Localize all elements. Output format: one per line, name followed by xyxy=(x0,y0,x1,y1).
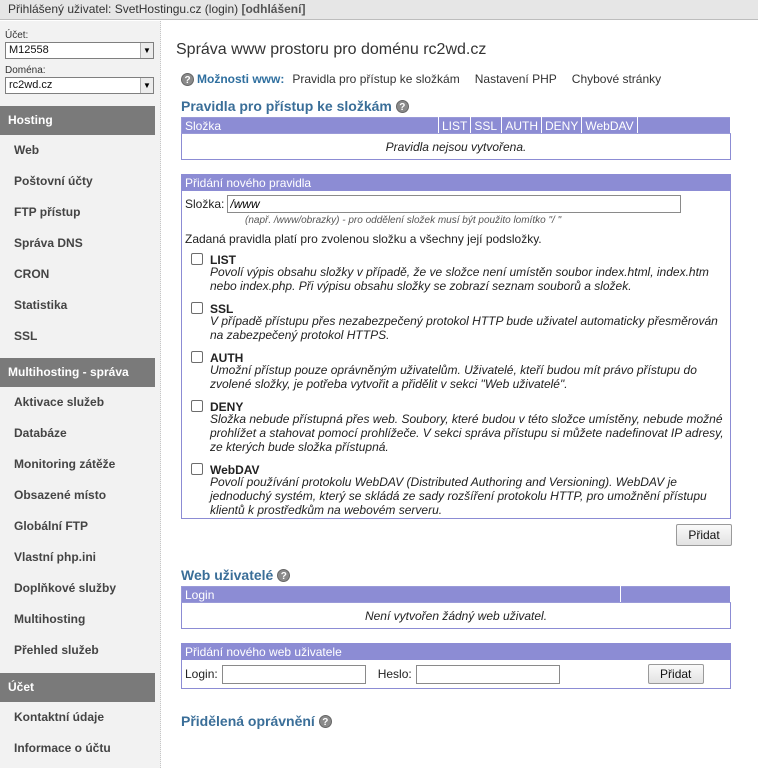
domain-select[interactable] xyxy=(5,77,154,94)
column-header-list: LIST xyxy=(439,118,471,134)
sidebar-item-cron[interactable]: CRON xyxy=(14,267,50,281)
logout-link[interactable]: [odhlášení] xyxy=(241,2,306,16)
rule-desc-list: Povolí výpis obsahu složky v případě, že ve složce není umístěn soubor index.html, index.htm nebo index.php. Při výpisu obsahu složky se zobrazí seznam souborů a složek. xyxy=(210,265,709,293)
sidebar-item-service-activation[interactable]: Aktivace služeb xyxy=(14,395,105,409)
web-users-table xyxy=(181,586,731,629)
column-header-auth: AUTH xyxy=(502,118,542,134)
folder-rules-title: Pravidla pro přístup ke složkám xyxy=(181,98,392,114)
domain-label: Doména: xyxy=(5,65,46,76)
column-header-deny: DENY xyxy=(542,118,582,134)
tab-php-settings[interactable]: Nastavení PHP xyxy=(474,72,557,86)
sidebar-item-ftp[interactable]: FTP přístup xyxy=(14,205,81,219)
top-bar xyxy=(0,0,758,20)
nav-section-account: Účet xyxy=(0,673,155,702)
sidebar-item-ssl[interactable]: SSL xyxy=(14,329,38,343)
logged-user-label: Přihlášený uživatel: xyxy=(8,2,112,16)
sidebar-item-multihosting[interactable]: Multihosting xyxy=(14,612,86,626)
column-header-login: Login xyxy=(182,587,621,603)
nav-section-multihosting: Multihosting - správa xyxy=(0,358,155,387)
scope-note: Zadaná pravidla platí pro zvolenou složku a všechny její podsložky. xyxy=(185,232,542,246)
rule-name-webdav: WebDAV xyxy=(210,463,260,477)
column-header-folder: Složka xyxy=(182,118,439,134)
new-web-user-row xyxy=(182,660,730,688)
table-row xyxy=(182,603,731,629)
folder-rules-heading xyxy=(181,96,736,116)
help-icon[interactable]: ? xyxy=(181,73,194,86)
deny-checkbox[interactable] xyxy=(191,400,203,412)
sidebar-item-php-ini[interactable]: Vlastní php.ini xyxy=(14,550,97,564)
table-row xyxy=(182,134,731,160)
password-label: Heslo: xyxy=(377,667,412,681)
sidebar-item-statistics[interactable]: Statistika xyxy=(14,298,68,312)
sidebar-item-web[interactable]: Web xyxy=(14,143,40,157)
add-rule-row xyxy=(176,524,736,546)
account-label: Účet: xyxy=(5,30,29,41)
folder-label: Složka: xyxy=(185,197,225,211)
table-header-row xyxy=(182,587,731,603)
rule-desc-webdav: Povolí používání protokolu WebDAV (Distributed Authoring and Versioning). WebDAV je jednoduchý systém, který se skládá ze sady rozšíření protokolu HTTP, pro umožnění přístupu klientů k prostředkům na webovém serveru. xyxy=(210,475,707,517)
nav-section-hosting: Hosting xyxy=(0,106,155,135)
permissions-title: Přidělená oprávnění xyxy=(181,713,315,729)
empty-rules-message: Pravidla nejsou vytvořena. xyxy=(182,134,731,160)
column-header-empty xyxy=(621,587,731,603)
webdav-checkbox[interactable] xyxy=(191,463,203,475)
sidebar-item-mail-accounts[interactable]: Poštovní účty xyxy=(14,174,93,188)
sidebar-item-used-space[interactable]: Obsazené místo xyxy=(14,488,107,502)
empty-users-message: Není vytvořen žádný web uživatel. xyxy=(182,603,731,629)
add-web-user-button[interactable]: Přidat xyxy=(648,664,704,684)
folder-row xyxy=(182,193,730,215)
rule-name-ssl: SSL xyxy=(210,302,234,316)
rule-desc-ssl: V případě přístupu přes nezabezpečený protokol HTTP bude uživatel automaticky přesměrován na zabezpečený protokol HTTPS. xyxy=(210,314,718,342)
column-header-ssl: SSL xyxy=(471,118,502,134)
new-web-user-title: Přidání nového web uživatele xyxy=(182,644,730,660)
folder-rules-table xyxy=(181,117,731,160)
sidebar-item-load-monitoring[interactable]: Monitoring zátěže xyxy=(14,457,116,471)
chevron-down-icon: ▼ xyxy=(140,78,153,93)
new-web-user-form xyxy=(181,643,731,689)
help-icon[interactable]: ? xyxy=(319,715,332,728)
column-header-empty xyxy=(637,118,730,134)
rule-ssl xyxy=(182,300,730,342)
help-icon[interactable]: ? xyxy=(277,569,290,582)
list-checkbox[interactable] xyxy=(191,253,203,265)
login-input[interactable] xyxy=(222,665,366,684)
web-users-heading xyxy=(181,565,736,585)
sidebar-item-global-ftp[interactable]: Globální FTP xyxy=(14,519,88,533)
tab-folder-rules[interactable]: Pravidla pro přístup ke složkám xyxy=(292,72,460,86)
password-input[interactable] xyxy=(416,665,560,684)
login-label: Login: xyxy=(185,667,218,681)
sidebar-item-databases[interactable]: Databáze xyxy=(14,426,67,440)
rule-desc-auth: Umožní přístup pouze oprávněným uživatelům. Uživatelé, kteří budou mít právo přístupu do zvolené složky, je potřeba vytvořit a přidělit v sekci "Web uživatelé". xyxy=(210,363,697,391)
permissions-heading xyxy=(181,711,736,731)
sidebar-item-dns[interactable]: Správa DNS xyxy=(14,236,83,250)
new-rule-title: Přidání nového pravidla xyxy=(182,175,730,191)
add-rule-button[interactable]: Přidat xyxy=(676,524,732,546)
sidebar-item-contact-info[interactable]: Kontaktní údaje xyxy=(14,710,105,724)
rule-auth xyxy=(182,349,730,391)
folder-hint: (např. /www/obrazky) - pro oddělení složek musí být použito lomítko "/ " xyxy=(245,215,562,226)
www-options-label: Možnosti www: xyxy=(197,72,285,86)
rule-name-deny: DENY xyxy=(210,400,244,414)
sidebar-item-services-overview[interactable]: Přehled služeb xyxy=(14,643,99,657)
domain-select-value: rc2wd.cz xyxy=(9,79,53,91)
auth-checkbox[interactable] xyxy=(191,351,203,363)
sidebar xyxy=(0,21,161,768)
rule-list xyxy=(182,251,730,293)
account-select[interactable] xyxy=(5,42,154,59)
web-users-title: Web uživatelé xyxy=(181,567,274,583)
help-icon[interactable]: ? xyxy=(396,100,409,113)
page-title: Správa www prostoru pro doménu rc2wd.cz xyxy=(176,41,487,58)
tab-error-pages[interactable]: Chybové stránky xyxy=(571,72,662,86)
rule-webdav xyxy=(182,461,730,518)
ssl-checkbox[interactable] xyxy=(191,302,203,314)
account-select-value: M12558 xyxy=(9,44,49,56)
logged-user-name: SvetHostingu.cz (login) xyxy=(114,2,239,16)
rule-name-auth: AUTH xyxy=(210,351,244,365)
rule-deny xyxy=(182,398,730,454)
column-header-webdav: WebDAV xyxy=(582,118,637,134)
folder-input[interactable] xyxy=(227,195,681,213)
main-content xyxy=(176,21,736,731)
new-rule-form xyxy=(181,174,731,519)
sidebar-item-account-info[interactable]: Informace o účtu xyxy=(14,741,111,755)
table-header-row xyxy=(182,118,731,134)
www-options-nav xyxy=(176,70,736,88)
chevron-down-icon: ▼ xyxy=(140,43,153,58)
sidebar-item-addon-services[interactable]: Doplňkové služby xyxy=(14,581,117,595)
rule-desc-deny: Složka nebude přístupná přes web. Soubory, které budou v této složce umístěny, nebude možné prohlížet a stahovat pomocí prohlížeče. V sekci správa přístupu si můžete nadefinovat IP adresy, ze kterých bude složka přístupná. xyxy=(210,412,724,454)
rule-name-list: LIST xyxy=(210,253,236,267)
